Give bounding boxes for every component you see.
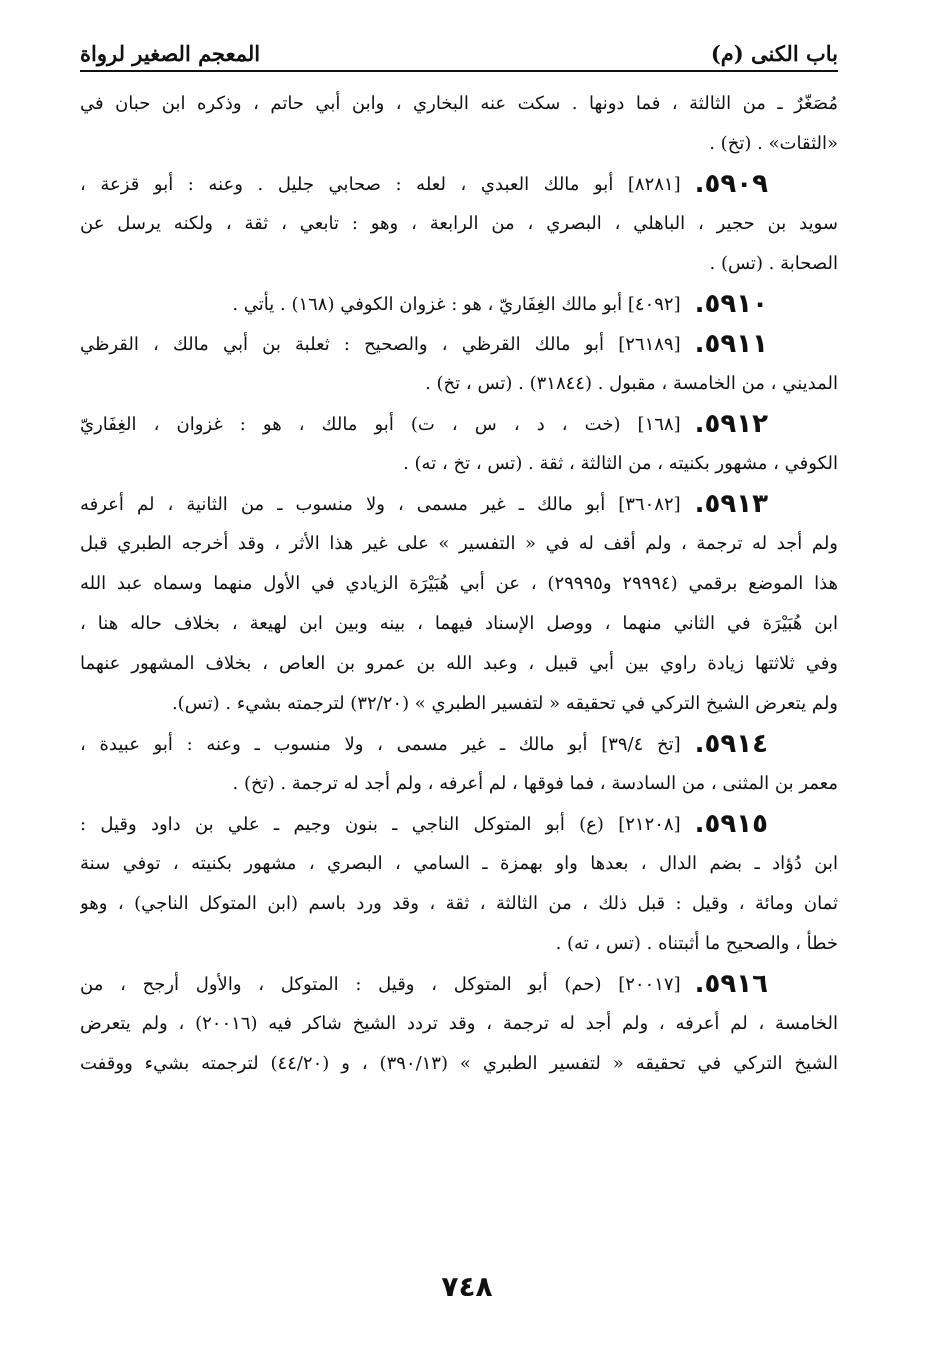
line-text: سويد بن حجير ، الباهلي ، البصري ، من الرابعة ، وهو : تابعي ، ثقة ، ولكنه يرسل عن: [80, 213, 838, 234]
line-text: هذا الموضع برقمي (٢٩٩٩٤ و٢٩٩٩٥) ، عن أبي هُبَيْرَة الزيادي في الأول منهما وسماه عبد الله: [80, 573, 838, 594]
line-text: خطأ ، والصحيح ما أثبتناه . (تس ، ته) .: [555, 933, 838, 954]
text-line: [80, 924, 838, 964]
entry-first-line: [80, 404, 838, 444]
line-text: ولم يتعرض الشيخ التركي في تحقيقه « لتفسير الطبري » (٣٢/٢٠) لترجمته بشيء . (تس).: [171, 693, 838, 714]
entry-number: ٥٩١٠.: [694, 289, 768, 319]
entry-first-line: [80, 804, 838, 844]
text-line: [80, 524, 838, 564]
line-text: [٢٦١٨٩] أبو مالك القرظي ، والصحيح : ثعلبة بن أبي مالك ، القرظي: [80, 334, 681, 355]
entry-number: ٥٩١٥.: [694, 809, 768, 839]
entry-number: ٥٩١١.: [694, 329, 768, 359]
text-line: [80, 364, 838, 404]
text-line: [80, 84, 838, 124]
text-line: [80, 644, 838, 684]
text-line: [80, 684, 838, 724]
line-text: «الثقات» . (تخ) .: [709, 133, 838, 154]
page-number: ٧٤٨: [441, 1270, 493, 1303]
entry-number: ٥٩١٢.: [694, 409, 768, 439]
text-line: [80, 1044, 838, 1084]
entry-first-line: [80, 724, 838, 764]
line-text: وفي ثلاثتها زيادة راوي بين أبي قبيل ، وعبد الله بن عمرو بن العاص ، بخلاف المشهور عنهما: [80, 653, 838, 674]
text-line: [80, 604, 838, 644]
line-text: ابن دُؤاد ـ بضم الدال ، بعدها واو بهمزة ـ السامي ، البصري ، مشهور بكنيته ، توفي سنة: [80, 853, 838, 874]
line-text: [٤٠٩٢] أبو مالك الغِفَاريّ ، هو : غزوان الكوفي (١٦٨) . يأتي .: [232, 294, 681, 315]
text-line: [80, 124, 838, 164]
text-line: [80, 1004, 838, 1044]
text-line: [80, 764, 838, 804]
line-text: ولم أجد له ترجمة ، ولم أقف له في « التفسير » على غير هذا الأثر ، وقد أخرجه الطبري قبل: [80, 533, 838, 554]
line-text: الكوفي ، مشهور بكنيته ، من الثالثة ، ثقة . (تس ، تخ ، ته) .: [403, 453, 838, 474]
line-text: الصحابة . (تس) .: [709, 253, 838, 274]
line-text: [٢٠٠١٧] (حم) أبو المتوكل ، وقيل : المتوكل ، والأول أرجح ، من: [80, 974, 681, 995]
entry-number: ٥٩١٦.: [694, 969, 768, 999]
entry-first-line: [80, 964, 838, 1004]
entry-number: ٥٩١٣.: [694, 489, 769, 519]
page-body-text: [80, 84, 838, 1084]
line-text: مُصَغّرٌ ـ من الثالثة ، فما دونها . سكت عنه البخاري ، وابن أبي حاتم ، وذكره ابن حبان في: [80, 93, 838, 114]
line-text: معمر بن المثنى ، من السادسة ، فما فوقها ، لم أعرفه ، ولم أجد له ترجمة . (تخ) .: [232, 773, 838, 794]
line-text: [تخ ٣٩/٤] أبو مالك ـ غير مسمى ، ولا منسوب ـ وعنه : أبو عبيدة ،: [80, 734, 681, 755]
text-line: [80, 844, 838, 884]
text-line: [80, 884, 838, 924]
line-text: ثمان ومائة ، وقيل : قبل ذلك ، من الثالثة ، ثقة ، وقد ورد باسم (ابن المتوكل الناجي) ، وهو: [80, 893, 838, 914]
running-header: [80, 30, 838, 66]
entry-first-line: [80, 164, 838, 204]
line-text: الشيخ التركي في تحقيقه « لتفسير الطبري » (٣٩٠/١٣) ، و (٤٤/٢٠) لترجمته بشيء ووقفت: [80, 1053, 838, 1074]
line-text: ابن هُبَيْرَة في الثاني منهما ، ووصل الإسناد فيهما ، بينه وبين ابن لهيعة ، بخلاف حاله هنا ،: [80, 613, 838, 634]
header-divider: [80, 70, 838, 72]
line-text: [٢١٢٠٨] (ع) أبو المتوكل الناجي ـ بنون وجيم ـ علي بن داود وقيل :: [80, 814, 681, 835]
line-text: الخامسة ، لم أعرفه ، ولم أجد له ترجمة ، وقد تردد الشيخ شاكر فيه (٢٠٠١٦) ، ولم يتعرض: [80, 1013, 838, 1034]
line-text: المديني ، من الخامسة ، مقبول . (٣١٨٤٤) . (تس ، تخ) .: [425, 373, 838, 394]
entry-first-line: [80, 324, 838, 364]
text-line: [80, 564, 838, 604]
line-text: [١٦٨] (خت ، د ، س ، ت) أبو مالك ، هو : غزوان ، الغِفَاريّ: [80, 414, 681, 435]
text-line: [80, 204, 838, 244]
line-text: [٨٢٨١] أبو مالك العبدي ، لعله : صحابي جليل . وعنه : أبو قزعة ،: [80, 174, 681, 195]
text-line: [80, 244, 838, 284]
book-title: المعجم الصغير لرواة: [80, 41, 261, 66]
entry-number: ٥٩١٤.: [694, 729, 768, 759]
chapter-title: باب الكنى (م): [710, 41, 838, 66]
entry-number: ٥٩٠٩.: [694, 169, 768, 199]
line-text: [٣٦٠٨٢] أبو مالك ـ غير مسمى ، ولا منسوب ـ من الثانية ، لم أعرفه: [80, 494, 681, 515]
text-line: [80, 444, 838, 484]
entry-first-line: [80, 484, 838, 524]
entry-first-line: [80, 284, 838, 324]
